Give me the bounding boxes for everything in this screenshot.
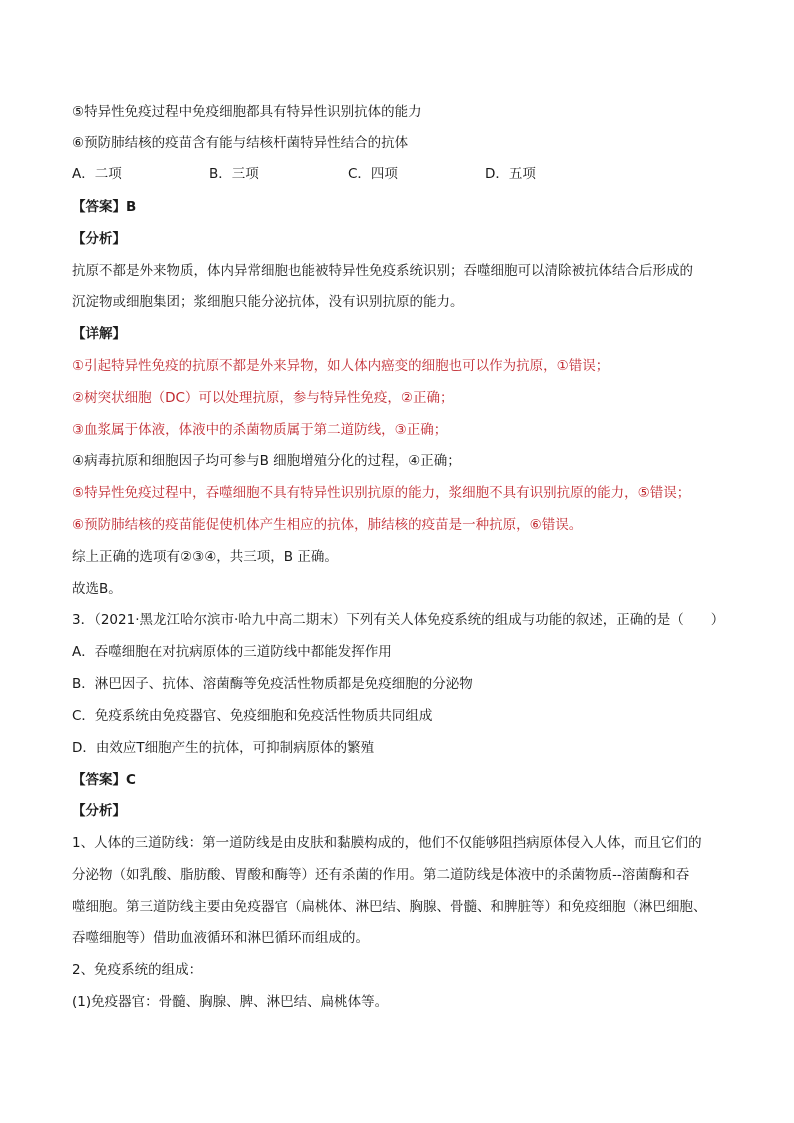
q2-choose: 故选B。 [72, 581, 122, 597]
q2-detail-line-1: ①引起特异性免疫的抗原不都是外来异物，如人体内癌变的细胞也可以作为抗原，①错误； [72, 358, 610, 374]
q2-detail-line-5: ⑤特异性免疫过程中，吞噬细胞不具有特异性识别抗原的能力，浆细胞不具有识别抗原的能力，⑤错误； [72, 485, 691, 501]
q3-analysis-line-3: 噬细胞。第三道防线主要由免疫器官（扁桃体、淋巴结、胸腺、骨髓、和脾脏等）和免疫细胞（淋巴细胞、 [72, 899, 707, 915]
q2-detail-line-4: ④病毒抗原和细胞因子均可参与B 细胞增殖分化的过程，④正确； [72, 453, 461, 469]
q2-detail-line-3: ③血浆属于体液，体液中的杀菌物质属于第二道防线，③正确； [72, 422, 448, 438]
q2-analysis-line-1: 抗原不都是外来物质，体内异常细胞也能被特异性免疫系统识别；吞噬细胞可以清除被抗体结合后形成的 [72, 263, 693, 279]
q3-stem: 3．（2021·黑龙江哈尔滨市·哈九中高二期末）下列有关人体免疫系统的组成与功能的叙述，正确的是（ ） [72, 612, 725, 628]
q2-option-b: B．三项 [209, 166, 259, 182]
q2-detail-line-6: ⑥预防肺结核的疫苗能促使机体产生相应的抗体，肺结核的疫苗是一种抗原，⑥错误。 [72, 517, 583, 533]
q3-option-d: D．由效应T细胞产生的抗体，可抑制病原体的繁殖 [72, 740, 375, 756]
q2-analysis-heading: 【分析】 [72, 231, 126, 247]
q3-answer: 【答案】C [72, 772, 136, 788]
q3-analysis-line-6: (1)免疫器官：骨髓、胸腺、脾、淋巴结、扁桃体等。 [72, 994, 389, 1010]
q2-item-5: ⑤特异性免疫过程中免疫细胞都具有特异性识别抗体的能力 [72, 104, 422, 120]
q2-detail-line-2: ②树突状细胞（DC）可以处理抗原，参与特异性免疫，②正确； [72, 390, 454, 406]
q2-summary: 综上正确的选项有②③④，共三项，B 正确。 [72, 549, 338, 565]
q3-option-c: C．免疫系统由免疫器官、免疫细胞和免疫活性物质共同组成 [72, 708, 433, 724]
q2-option-a: A．二项 [72, 166, 122, 182]
q3-analysis-line-5: 2、免疫系统的组成： [72, 962, 203, 978]
q2-analysis-line-2: 沉淀物或细胞集团；浆细胞只能分泌抗体，没有识别抗原的能力。 [72, 294, 464, 310]
q3-option-b: B．淋巴因子、抗体、溶菌酶等免疫活性物质都是免疫细胞的分泌物 [72, 676, 473, 692]
q2-option-d: D．五项 [485, 166, 536, 182]
q3-analysis-line-4: 吞噬细胞等）借助血液循环和淋巴循环而组成的。 [72, 930, 369, 946]
q2-answer: 【答案】B [72, 199, 137, 215]
q2-detail-heading: 【详解】 [72, 326, 126, 342]
q3-analysis-heading: 【分析】 [72, 803, 126, 819]
q3-analysis-line-2: 分泌物（如乳酸、脂肪酸、胃酸和酶等）还有杀菌的作用。第二道防线是体液中的杀菌物质--溶菌酶和吞 [72, 867, 690, 883]
q2-item-6: ⑥预防肺结核的疫苗含有能与结核杆菌特异性结合的抗体 [72, 135, 409, 151]
q3-analysis-line-1: 1、人体的三道防线：第一道防线是由皮肤和黏膜构成的，他们不仅能够阻挡病原体侵入人体，而且它们的 [72, 835, 702, 851]
q2-option-c: C．四项 [348, 166, 398, 182]
q3-option-a: A．吞噬细胞在对抗病原体的三道防线中都能发挥作用 [72, 644, 392, 660]
